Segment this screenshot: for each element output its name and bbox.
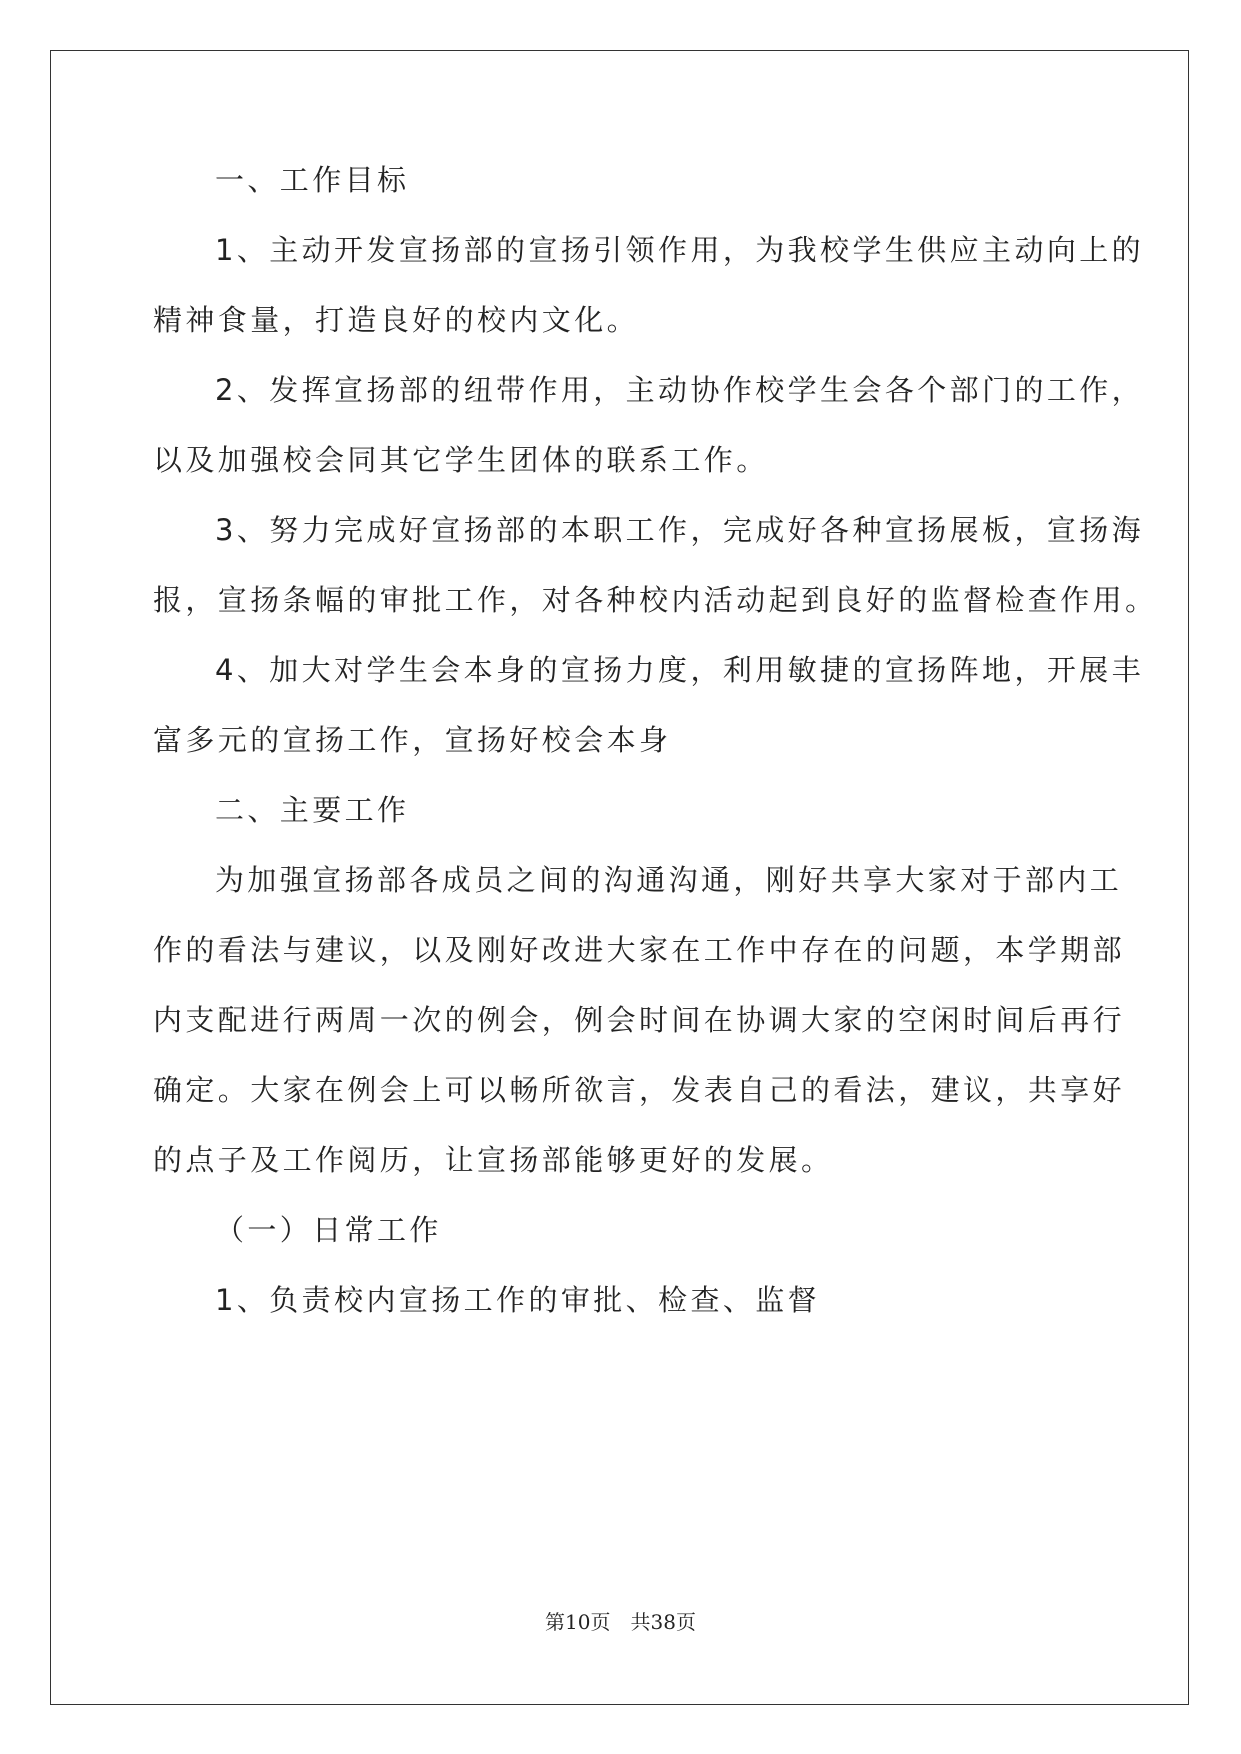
paragraph-line: 3、努力完成好宣扬部的本职工作，完成好各种宣扬展板，宣扬海 — [215, 513, 1145, 547]
paragraph-line: 为加强宣扬部各成员之间的沟通沟通，刚好共享大家对于部内工 — [215, 863, 1123, 897]
heading-daily-work: （一）日常工作 — [215, 1213, 442, 1247]
paragraph-line: 报，宣扬条幅的审批工作，对各种校内活动起到良好的监督检查作用。 — [153, 583, 1158, 617]
paragraph-line: 确定。大家在例会上可以畅所欲言，发表自己的看法，建议，共享好 — [153, 1073, 1126, 1107]
page-footer — [0, 1606, 1241, 1635]
paragraph-line: 的点子及工作阅历，让宣扬部能够更好的发展。 — [153, 1143, 834, 1177]
paragraph-line: 1、主动开发宣扬部的宣扬引领作用，为我校学生供应主动向上的 — [215, 233, 1145, 267]
paragraph-line: 精神食量，打造良好的校内文化。 — [153, 303, 640, 337]
heading-main-work: 二、主要工作 — [215, 793, 410, 827]
paragraph-line: 内支配进行两周一次的例会，例会时间在协调大家的空闲时间后再行 — [153, 1003, 1126, 1037]
paragraph-line: 作的看法与建议，以及刚好改进大家在工作中存在的问题，本学期部 — [153, 933, 1126, 967]
paragraph-line: 以及加强校会同其它学生团体的联系工作。 — [153, 443, 769, 477]
paragraph-line: 1、负责校内宣扬工作的审批、检查、监督 — [215, 1283, 821, 1317]
paragraph-line: 富多元的宣扬工作，宣扬好校会本身 — [153, 723, 672, 757]
page-number-label: 第10页 共38页 — [545, 1610, 696, 1634]
paragraph-line: 4、加大对学生会本身的宣扬力度，利用敏捷的宣扬阵地，开展丰 — [215, 653, 1145, 687]
heading-work-goals: 一、工作目标 — [215, 163, 410, 197]
paragraph-line: 2、发挥宣扬部的纽带作用，主动协作校学生会各个部门的工作， — [215, 373, 1145, 407]
